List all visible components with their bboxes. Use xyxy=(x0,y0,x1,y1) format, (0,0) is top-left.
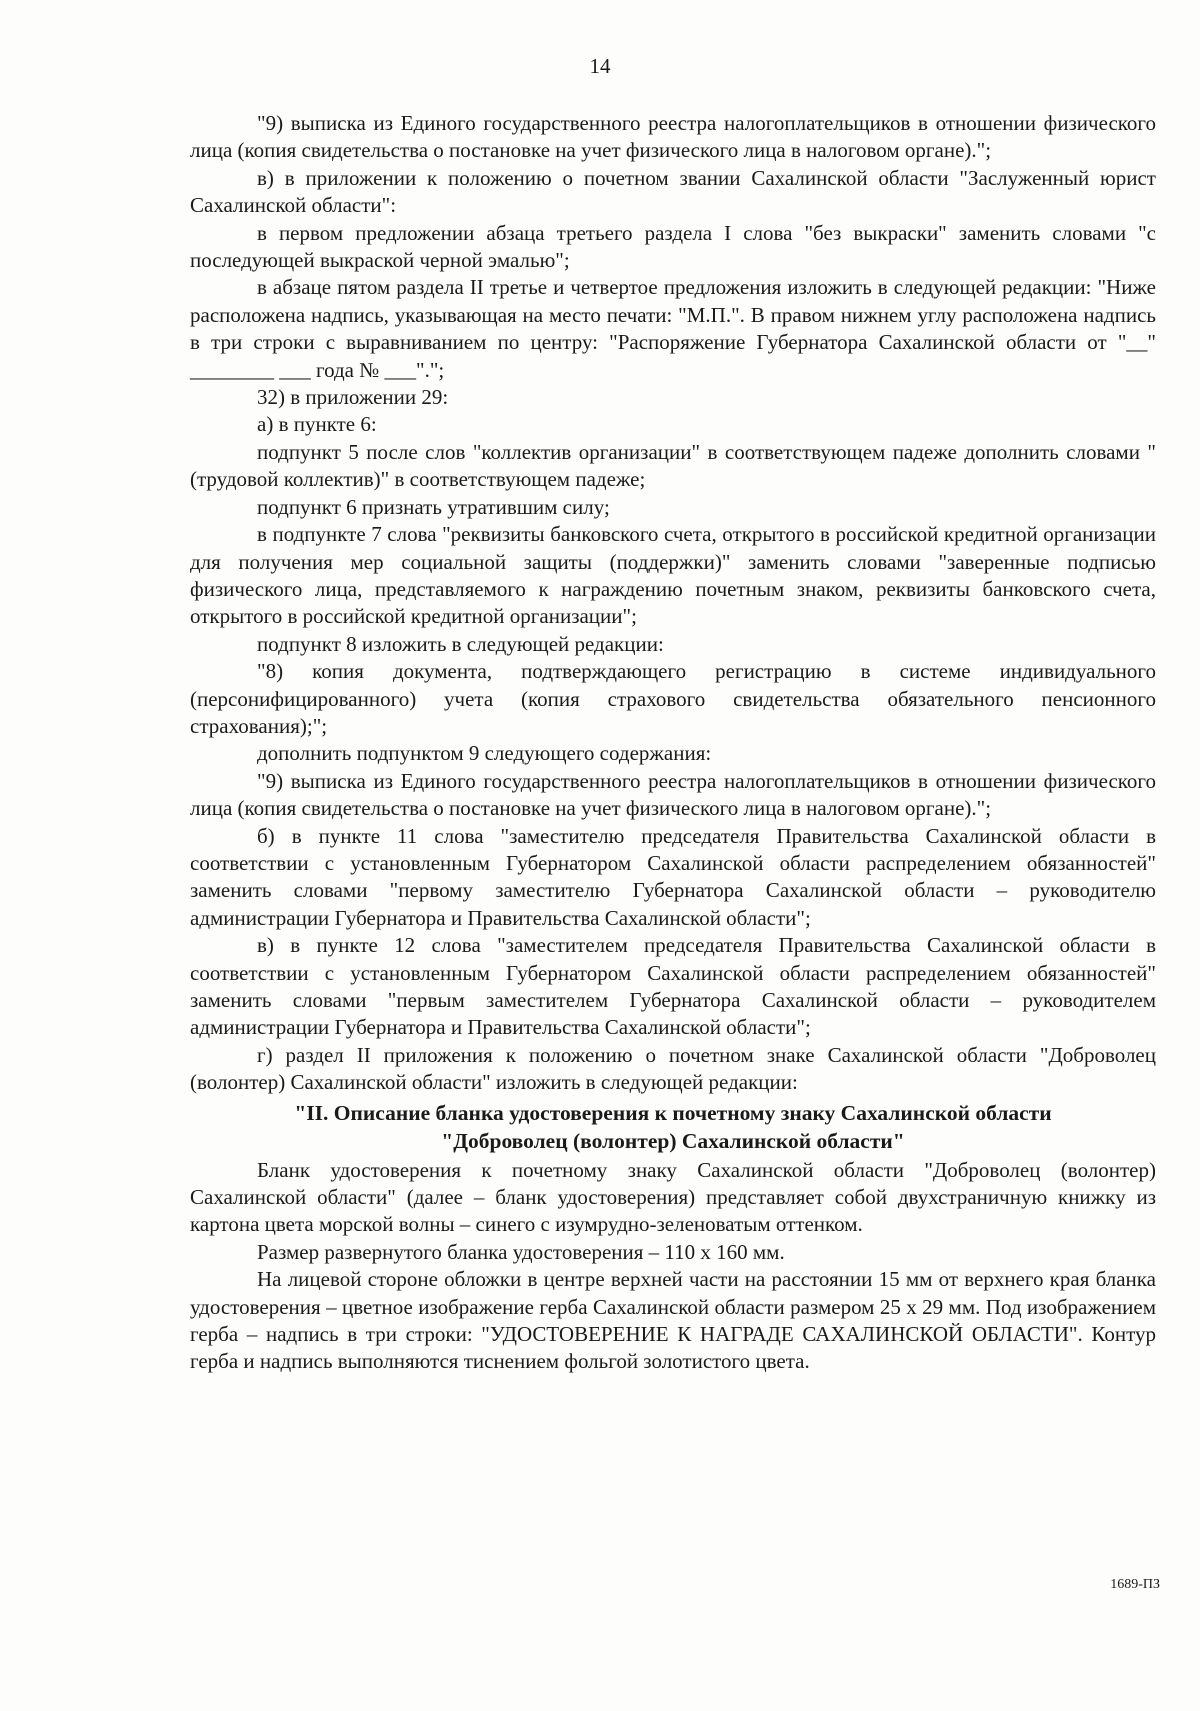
document-code: 1689-ПЗ xyxy=(1110,1577,1160,1592)
paragraph: Бланк удостоверения к почетному знаку Сахалинской области "Доброволец (волонтер) Сахалинской области" (далее – бланк удостоверения) представляет собой двухстраничную книжку из картона цвета морской волны – синего с изумрудно-зеленоватым оттенком. xyxy=(190,1157,1156,1237)
paragraph: в первом предложении абзаца третьего раздела I слова "без выкраски" заменить словами "с последующей выкраской черной эмалью"; xyxy=(190,220,1156,273)
paragraph: г) раздел II приложения к положению о почетном знаке Сахалинской области "Доброволец (волонтер) Сахалинской области" изложить в следующей редакции: xyxy=(190,1042,1156,1095)
paragraph: в подпункте 7 слова "реквизиты банковского счета, открытого в российской кредитной организации для получения мер социальной защиты (поддержки)" заменить словами "заверенные подписью физического лица, представляемого к награждению почетным знаком, реквизиты банковского счета, открытого в российской кредитной организации"; xyxy=(190,522,1156,629)
paragraph: "9) выписка из Единого государственного реестра налогоплательщиков в отношении физического лица (копия свидетельства о постановке на учет физического лица в налоговом органе)."; xyxy=(190,111,1156,163)
paragraph: На лицевой стороне обложки в центре верхней части на расстоянии 15 мм от верхнего края бланка удостоверения – цветное изображение герба Сахалинской области размером 25 х 29 мм. Под изображением герба – надпись в три строки: "УДОСТОВЕРЕНИЕ К НАГРАДЕ САХАЛИНСКОЙ ОБЛАСТИ". Контур герба и надпись выполняются тиснением фольгой золотистого цвета. xyxy=(190,1267,1156,1374)
document-body xyxy=(190,110,1156,1376)
paragraph: в) в пункте 12 слова "заместителем председателя Правительства Сахалинской области в соответствии с установленным Губернатором Сахалинской области распределением обязанностей" заменить словами "первым заместителем Губернатора Сахалинской области – руководителем администрации Губернатора и Правительства Сахалинской области"; xyxy=(190,933,1156,1040)
paragraph: подпункт 5 после слов "коллектив организации" в соответствующем падеже дополнить словами "(трудовой коллектив)" в соответствующем падеже; xyxy=(190,439,1156,492)
section-heading xyxy=(190,1099,1156,1155)
paragraph: в) в приложении к положению о почетном звании Сахалинской области "Заслуженный юрист Сахалинской области": xyxy=(190,165,1156,218)
paragraph: б) в пункте 11 слова "заместителю председателя Правительства Сахалинской области в соответствии с установленным Губернатором Сахалинской области распределением обязанностей" заменить словами "первому заместителю Губернатора Сахалинской области – руководителю администрации Губернатора и Правительства Сахалинской области"; xyxy=(190,823,1156,930)
paragraph: 32) в приложении 29: xyxy=(257,385,449,410)
paragraph: "9) выписка из Единого государственного реестра налогоплательщиков в отношении физического лица (копия свидетельства о постановке на учет физического лица в налоговом органе)."; xyxy=(190,768,1156,821)
paragraph: дополнить подпунктом 9 следующего содержания: xyxy=(257,741,712,766)
paragraph: в абзаце пятом раздела II третье и четвертое предложения изложить в следующей редакции: "Ниже расположена надпись, указывающая на место печати: "М.П.". В правом нижнем углу расположена надпись в три строки с выравниванием по центру: "Распоряжение Губернатора Сахалинской области от "__" ________ ___ года № ___"."; xyxy=(190,275,1156,382)
paragraph: подпункт 6 признать утратившим силу; xyxy=(257,494,610,519)
paragraph: а) в пункте 6: xyxy=(257,412,377,437)
section-heading-line-1: "II. Описание бланка удостоверения к почетному знаку Сахалинской области xyxy=(294,1100,1052,1125)
page-number: 14 xyxy=(589,54,611,78)
paragraph: подпункт 8 изложить в следующей редакции: xyxy=(257,631,664,656)
paragraph: Размер развернутого бланка удостоверения – 110 х 160 мм. xyxy=(257,1239,785,1264)
paragraph: "8) копия документа, подтверждающего регистрацию в системе индивидуального (персонифицированного) учета (копия страхового свидетельства обязательного пенсионного страхования);"; xyxy=(190,659,1156,738)
section-heading-line-2: "Доброволец (волонтер) Сахалинской области" xyxy=(441,1128,905,1153)
